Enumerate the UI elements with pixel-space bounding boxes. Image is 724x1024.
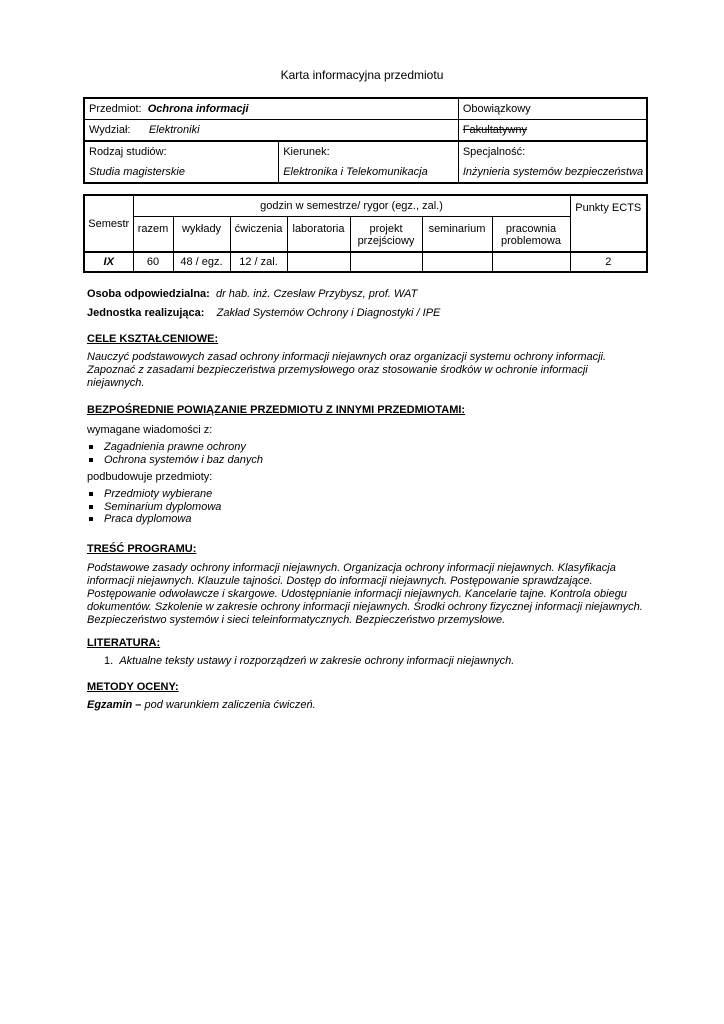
col-header-cwiczenia: ćwiczenia — [230, 216, 287, 252]
hours-table — [83, 194, 648, 273]
col-header-projekt: projekt przejściowy — [350, 216, 422, 252]
faculty-label: Wydział: — [89, 124, 131, 136]
program-heading: TREŚĆ PROGRAMU: — [87, 543, 197, 555]
col-header-razem: razem — [133, 216, 173, 252]
list-item: Seminarium dyplomowa — [87, 501, 647, 514]
row-wyklady: 48 / egz. — [173, 252, 230, 272]
goals-heading: CELE KSZTAŁCENIOWE: — [87, 333, 219, 345]
section-relations — [87, 404, 647, 526]
list-item: Ochrona systemów i baz danych — [87, 454, 647, 467]
page-title: Karta informacyjna przedmiotu — [280, 68, 444, 82]
section-program — [87, 543, 647, 627]
builds-on-label: podbudowuje przedmioty: — [87, 471, 213, 483]
list-item: Praca dyplomowa — [87, 513, 647, 526]
row-razem: 60 — [133, 252, 173, 272]
study-type-label: Rodzaj studiów: — [84, 141, 279, 162]
implementing-unit — [87, 307, 440, 319]
subject-label: Przedmiot: — [89, 103, 142, 115]
row-projekt — [350, 252, 422, 272]
field-value: Elektronika i Telekomunikacja — [279, 162, 459, 183]
subject-value: Ochrona informacji — [147, 103, 249, 115]
responsible-label: Osoba odpowiedzialna: — [87, 288, 210, 300]
list-item: Przedmioty wybierane — [87, 488, 647, 501]
col-header-pracownia: pracownia problemowa — [492, 216, 570, 252]
literature-heading: LITERATURA: — [87, 637, 161, 649]
row-semestr: IX — [84, 252, 133, 272]
mandatory-cell — [458, 98, 647, 120]
row-pracownia — [492, 252, 570, 272]
row-ects: 2 — [570, 252, 647, 272]
field-label: Kierunek: — [279, 141, 459, 162]
specialty-value: Inżynieria systemów bezpieczeństwa — [458, 162, 647, 183]
required-label: wymagane wiadomości z: — [87, 424, 213, 436]
assessment-text — [87, 699, 647, 712]
literature-item: 1. Aktualne teksty ustawy i rozporządzeń w zakresie ochrony informacji niejawnych. — [104, 655, 515, 667]
unit-value: Zakład Systemów Ochrony i Diagnostyki / IPE — [216, 307, 441, 319]
study-type-value: Studia magisterskie — [84, 162, 279, 183]
section-goals — [87, 333, 647, 390]
ects-header: Punkty ECTS — [570, 195, 647, 252]
section-literature — [87, 637, 647, 668]
hours-group-header: godzin w semestrze/ rygor (egz., zal.) — [133, 195, 570, 216]
responsible-person — [87, 288, 417, 300]
elective-label: Fakultatywny — [462, 124, 528, 136]
col-header-seminarium: seminarium — [422, 216, 492, 252]
faculty-cell — [84, 120, 458, 142]
specialty-label: Specjalność: — [458, 141, 647, 162]
row-seminarium — [422, 252, 492, 272]
list-item: Zagadnienia prawne ochrony — [87, 441, 647, 454]
program-text: Podstawowe zasady ochrony informacji niejawnych. Organizacja ochrony informacji niejawnych. Klasyfikacja informacji niejawnych. Klauzule tajności. Dostęp do informacji niejawnych. Postępowanie sprawdzające. Postępowanie odwoławcze i skargowe. Udostępnianie informacji niejawnych. Kancelarie tajne. Kontrola obiegu dokumentów. Szkolenie w zakresie ochrony informacji niejawnych. Środki ochrony fizycznej informacji niejawnych. Bezpieczeństwo systemów i sieci teleinformatycznych. Bezpieczeństwo przemysłowe. — [87, 562, 643, 626]
course-info-table — [83, 97, 648, 184]
col-header-laboratoria: laboratoria — [287, 216, 350, 252]
row-laboratoria — [287, 252, 350, 272]
col-header-wyklady: wykłady — [173, 216, 230, 252]
elective-cell — [458, 120, 647, 142]
assessment-rest: pod warunkiem zaliczenia ćwiczeń. — [141, 699, 316, 711]
goals-text: Nauczyć podstawowych zasad ochrony informacji niejawnych oraz organizacji systemu ochrony informacji. Zapoznać z zasadami bezpieczeństwa przemysłowego oraz stosowanie środków w ochronie informacji niejawnych. — [87, 351, 607, 389]
row-cwiczenia: 12 / zal. — [230, 252, 287, 272]
relations-heading: BEZPOŚREDNIE POWIĄZANIE PRZEDMIOTU Z INNYMI PRZEDMIOTAMI: — [87, 404, 466, 416]
required-list — [87, 441, 647, 466]
builds-on-list — [87, 488, 647, 526]
section-assessment — [87, 681, 647, 712]
assessment-heading: METODY OCENY: — [87, 681, 179, 693]
mandatory-label: Obowiązkowy — [462, 103, 531, 115]
literature-item-text: Aktualne teksty ustawy i rozporządzeń w zakresie ochrony informacji niejawnych. — [119, 655, 515, 667]
responsible-value: dr hab. inż. Czesław Przybysz, prof. WAT — [215, 288, 418, 300]
faculty-value: Elektroniki — [148, 124, 200, 136]
unit-label: Jednostka realizująca: — [87, 307, 205, 319]
semester-header: Semestr — [84, 195, 133, 252]
subject-cell — [84, 98, 458, 120]
assessment-exam: Egzamin – — [87, 699, 142, 711]
